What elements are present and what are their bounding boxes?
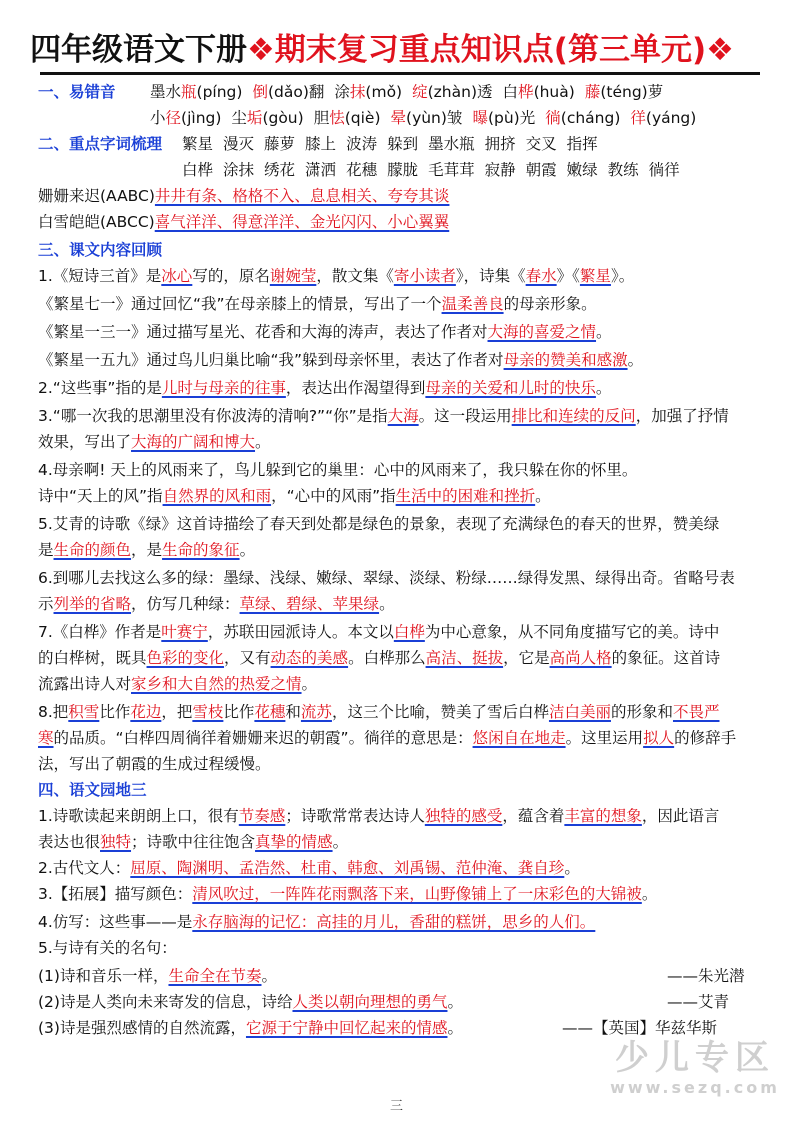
vocab-word: 漫灭 (223, 135, 255, 153)
q1d-line (38, 348, 778, 372)
answer-blank: 不畏严 (672, 703, 720, 721)
pinyin-item: 绽(zhàn)透 (412, 83, 493, 101)
question-text: 1.《短诗三首》是 (38, 267, 162, 285)
answer-blank: 温柔善良 (441, 295, 504, 313)
question-text: 的修辞手 (674, 729, 737, 747)
answer-blank: 大海的喜爱之情 (487, 323, 597, 341)
answer-blank: 独特的感受 (424, 807, 503, 825)
question-text: ；诗歌中往往饱含 (131, 833, 256, 851)
answer-blank: 母亲的赞美和感激 (503, 351, 628, 369)
answer-blank: 繁星 (579, 267, 611, 285)
watermark-name: 少儿专区 (615, 1038, 775, 1078)
quote-2-author: ——艾青 (667, 993, 730, 1011)
vocab-word: 白桦 (182, 161, 214, 179)
question-text: 》，诗集《 (455, 267, 526, 285)
question-text: 。 (447, 993, 463, 1011)
question-text: 法，写出了朝霞的生成过程缓慢。 (38, 755, 271, 773)
vocab-word: 墨水瓶 (428, 135, 475, 153)
vocab-word: 绣花 (264, 161, 296, 179)
answer-blank: 永存脑海的记忆：高挂的月儿，香甜的糕饼，思乡的人们。 (192, 913, 596, 931)
answer-blank: 排比和连续的反问 (511, 407, 636, 425)
pinyin-line-1 (150, 80, 673, 104)
pinyin-item: 徉(yáng) (630, 109, 697, 127)
q1b-line (38, 292, 778, 316)
question-text: 比作 (223, 703, 255, 721)
answer-blank: 拟人 (643, 729, 675, 747)
vocab-word: 躲到 (387, 135, 419, 153)
pinyin-item: 涂抹(mǒ) (334, 83, 403, 101)
q5-line (38, 512, 778, 536)
question-text: 诗中“天上的风”指 (38, 487, 163, 505)
question-text: 。 (255, 433, 271, 451)
vocab-word: 嫩绿 (566, 161, 598, 179)
answer-blank: 草绿、碧绿、苹果绿 (239, 595, 380, 613)
pinyin-item: 胆怯(qiè) (313, 109, 381, 127)
question-text: 为中心意象，从不同角度描写它的美。诗中 (424, 623, 720, 641)
answer-blank: 生命全在节奏 (168, 967, 262, 985)
p4-line (38, 910, 778, 934)
question-text: 的白桦树，既具 (38, 649, 147, 667)
aabc-line: 姗姗来迟(AABC)井井有条、格格不入、息息相关、夸夸其谈 (38, 187, 450, 205)
quote-1-author: ——朱光潜 (667, 967, 745, 985)
q8-line (38, 700, 778, 724)
p5-line (38, 936, 778, 960)
answer-blank: 母亲的关爱和儿时的快乐 (425, 379, 596, 397)
question-text: 8.把 (38, 703, 69, 721)
vocab-word: 指挥 (566, 135, 598, 153)
question-text: 。 (641, 885, 658, 903)
answer-blank: 真挚的情感 (255, 833, 333, 851)
page-title (30, 26, 770, 74)
question-text: ，散文集《 (316, 267, 394, 285)
question-text: 是 (38, 541, 54, 559)
question-text: 》《 (556, 267, 580, 285)
question-text: (2)诗是人类向未来寄发的信息，诗给 (38, 993, 293, 1011)
answer-blank: 雪枝 (192, 703, 224, 721)
question-text: 5.与诗有关的名句： (38, 939, 177, 957)
title-underline (40, 72, 760, 75)
question-text: 6.到哪儿去找这么多的绿：墨绿、浅绿、嫩绿、翠绿、淡绿、粉绿……绿得发黑、绿得出奇。省略号表 (38, 569, 735, 587)
vocab-word: 潇洒 (305, 161, 337, 179)
abcc-line: 白雪皑皑(ABCC)喜气洋洋、得意洋洋、金光闪闪、小心翼翼 (38, 213, 450, 231)
quote-3-author: ——【英国】华兹华斯 (562, 1019, 718, 1037)
watermark-url: www.sezq.com (610, 1078, 780, 1097)
q1c-line (38, 320, 778, 344)
question-text: 》。 (610, 267, 635, 285)
p3-line (38, 882, 778, 906)
vocab-word: 教练 (607, 161, 639, 179)
q3-line (38, 404, 778, 428)
question-text: 。 (447, 1019, 463, 1037)
q7b-line (38, 646, 778, 670)
question-text: ，又有 (224, 649, 271, 667)
answer-blank: 洁白美丽 (548, 703, 611, 721)
question-text: 1.诗歌读起来朗朗上口，很有 (38, 807, 239, 825)
question-text: 。 (301, 675, 318, 693)
section-3-heading: 三、课文内容回顾 (38, 241, 163, 259)
question-text: ，因此语言 (641, 807, 720, 825)
title-topic: ❖期末复习重点知识点(第三单元)❖ (247, 32, 734, 68)
question-text: 。 (564, 859, 580, 877)
question-text: 。 (595, 379, 612, 397)
pinyin-item: 倒(dǎo)翻 (252, 83, 325, 101)
vocab-word: 波涛 (346, 135, 378, 153)
answer-blank: 流苏 (300, 703, 332, 721)
answer-blank: 寒 (38, 729, 54, 747)
question-text: 2.“这些事”指的是 (38, 379, 162, 397)
q6-line (38, 566, 778, 590)
question-text: 《繁星一三一》通过描写星光、花香和大海的涛声，表达了作者对 (38, 323, 488, 341)
question-text: 的母亲形象。 (503, 295, 597, 313)
answer-blank: 花穗 (254, 703, 286, 721)
question-text: ，仿写几种绿： (131, 595, 240, 613)
question-text: 。 (627, 351, 644, 369)
pinyin-item: 晕(yùn)皱 (390, 109, 463, 127)
section-4-heading: 四、语文园地三 (38, 781, 147, 799)
section-2-heading: 二、重点字词梳理 (38, 135, 163, 153)
question-text: 2.古代文人： (38, 859, 131, 877)
vocab-word: 藤萝 (264, 135, 296, 153)
pinyin-item: 墨水瓶(píng) (150, 83, 243, 101)
words-line-1 (182, 132, 608, 156)
answer-blank: 悠闲自在地走 (472, 729, 566, 747)
answer-blank: 寄小读者 (393, 267, 456, 285)
answer-blank: 人类以朝向理想的勇气 (292, 993, 448, 1011)
abcc-answer: 喜气洋洋、得意洋洋、金光闪闪、小心翼翼 (154, 213, 450, 231)
aabc-answer: 井井有条、格格不入、息息相关、夸夸其谈 (154, 187, 450, 205)
q1-line (38, 264, 778, 288)
answer-blank: 谢婉莹 (269, 267, 317, 285)
question-text: ，“心中的风雨”指 (271, 487, 396, 505)
question-text: 5.艾青的诗歌《绿》这首诗描绘了春天到处都是绿色的景象，表现了充满绿色的春天的世界，赞美绿 (38, 515, 720, 533)
vocab-word: 交叉 (525, 135, 557, 153)
answer-blank: 节奏感 (238, 807, 286, 825)
question-text: 。 (332, 833, 349, 851)
question-text: 和 (285, 703, 301, 721)
question-text: 的品质。“白桦四周徜徉着姗姗来迟的朝霞”。徜徉的意思是： (53, 729, 473, 747)
question-text: 7.《白桦》作者是 (38, 623, 162, 641)
vocab-word: 繁星 (182, 135, 214, 153)
answer-blank: 生命的颜色 (53, 541, 132, 559)
answer-blank: 积雪 (68, 703, 100, 721)
question-text: ，苏联田园派诗人。本文以 (207, 623, 394, 641)
question-text: 。 (261, 967, 277, 985)
answer-blank: 动态的美感 (270, 649, 349, 667)
vocab-word: 朝霞 (525, 161, 557, 179)
watermark (600, 1038, 790, 1098)
answer-blank: 丰富的想象 (564, 807, 642, 825)
question-text: 。 (379, 595, 395, 613)
question-text: 《繁星一五九》通过鸟儿归巢比喻“我”躲到母亲怀里，表达了作者对 (38, 351, 504, 369)
pinyin-item: 尘垢(gòu) (231, 109, 304, 127)
question-text: 效果，写出了 (38, 433, 132, 451)
question-text: 的象征。这首诗 (611, 649, 721, 667)
question-text: 4.母亲啊! 天上的风雨来了，鸟儿躲到它的巢里：心中的风雨来了，我只躲在你的怀里。 (38, 461, 638, 479)
pinyin-item: 曝(pù)光 (472, 109, 536, 127)
question-text: 流露出诗人对 (38, 675, 132, 693)
title-grade: 四年级语文下册 (30, 32, 247, 68)
answer-blank: 白桦 (393, 623, 425, 641)
question-text: ，把 (161, 703, 193, 721)
question-text: (1)诗和音乐一样， (38, 967, 169, 985)
question-text: 。 (535, 487, 551, 505)
vocab-word: 涂抹 (223, 161, 255, 179)
pinyin-item: 白桦(huà) (502, 83, 575, 101)
vocab-word: 拥挤 (484, 135, 516, 153)
section-1-heading: 一、易错音 (38, 83, 116, 101)
question-text: 。 (596, 323, 612, 341)
question-text: ；诗歌常常表达诗人 (285, 807, 425, 825)
answer-blank: 自然界的风和雨 (162, 487, 272, 505)
words-line-2 (182, 158, 690, 182)
answer-blank: 春水 (525, 267, 557, 285)
vocab-word: 寂静 (484, 161, 516, 179)
question-text: 的形象和 (610, 703, 673, 721)
q8b-line (38, 726, 778, 750)
vocab-word: 膝上 (305, 135, 337, 153)
question-text: 3.【拓展】描写颜色： (38, 885, 193, 903)
pinyin-item: 藤(téng)萝 (584, 83, 664, 101)
answer-blank: 家乡和大自然的热爱之情 (131, 675, 302, 693)
p1b-line (38, 830, 778, 854)
answer-blank: 清风吹过，一阵阵花雨飘落下来，山野像铺上了一床彩色的大锦被 (192, 885, 642, 903)
question-text: ，它是 (503, 649, 550, 667)
question-text: 4.仿写：这些事——是 (38, 913, 193, 931)
question-text: ，表达出作渴望得到 (285, 379, 426, 397)
question-text: ，加强了抒情 (635, 407, 729, 425)
question-text: (3)诗是强烈感情的自然流露， (38, 1019, 246, 1037)
vocab-word: 毛茸茸 (428, 161, 475, 179)
question-text: ，是 (131, 541, 163, 559)
page-number: 三 (390, 1099, 404, 1114)
answer-blank: 冰心 (161, 267, 193, 285)
answer-blank: 大海的广阔和博大 (131, 433, 256, 451)
question-text: 比作 (99, 703, 131, 721)
pinyin-item: 徜(cháng) (545, 109, 621, 127)
answer-blank: 列举的省略 (53, 595, 132, 613)
question-text: ，这三个比喻，赞美了雪后白桦 (331, 703, 549, 721)
question-text: 示 (38, 595, 54, 613)
pinyin-line-2 (150, 106, 706, 130)
answer-blank: 叶赛宁 (161, 623, 208, 641)
answer-blank: 高洁、挺拔 (425, 649, 504, 667)
answer-blank: 大海 (387, 407, 419, 425)
q7c-line (38, 672, 778, 696)
q4b-line (38, 484, 778, 508)
question-text: 3.“哪一次我的思潮里没有你波涛的清响?”“你”是指 (38, 407, 388, 425)
question-text: 。这里运用 (565, 729, 644, 747)
q7-line (38, 620, 778, 644)
answer-blank: 它源于宁静中回忆起来的情感 (245, 1019, 448, 1037)
answer-blank: 色彩的变化 (146, 649, 225, 667)
answer-blank: 屈原、陶渊明、孟浩然、杜甫、韩愈、刘禹锡、范仲淹、龚自珍 (130, 859, 565, 877)
q5b-line (38, 538, 778, 562)
q2-line (38, 376, 778, 400)
vocab-word: 朦胧 (387, 161, 419, 179)
q8c-line (38, 752, 778, 776)
question-text: 。 (239, 541, 256, 559)
vocab-word: 徜徉 (648, 161, 680, 179)
question-text: 表达也很 (38, 833, 101, 851)
q4-line (38, 458, 778, 482)
question-text: 《繁星七一》通过回忆“我”在母亲膝上的情景，写出了一个 (38, 295, 442, 313)
pinyin-item: 小径(jìng) (150, 109, 222, 127)
q6b-line (38, 592, 778, 616)
p1-line (38, 804, 778, 828)
p2-line (38, 856, 778, 880)
answer-blank: 生命的象征 (162, 541, 240, 559)
question-text: ，蕴含着 (502, 807, 565, 825)
answer-blank: 高尚人格 (549, 649, 612, 667)
answer-blank: 独特 (100, 833, 132, 851)
answer-blank: 生活中的困难和挫折 (395, 487, 536, 505)
answer-blank: 花边 (130, 703, 162, 721)
answer-blank: 儿时与母亲的往事 (161, 379, 286, 397)
vocab-word: 花穗 (346, 161, 378, 179)
question-text: 。这一段运用 (418, 407, 512, 425)
question-text: 写的，原名 (192, 267, 270, 285)
question-text: 。白桦那么 (348, 649, 426, 667)
q3b-line (38, 430, 778, 454)
